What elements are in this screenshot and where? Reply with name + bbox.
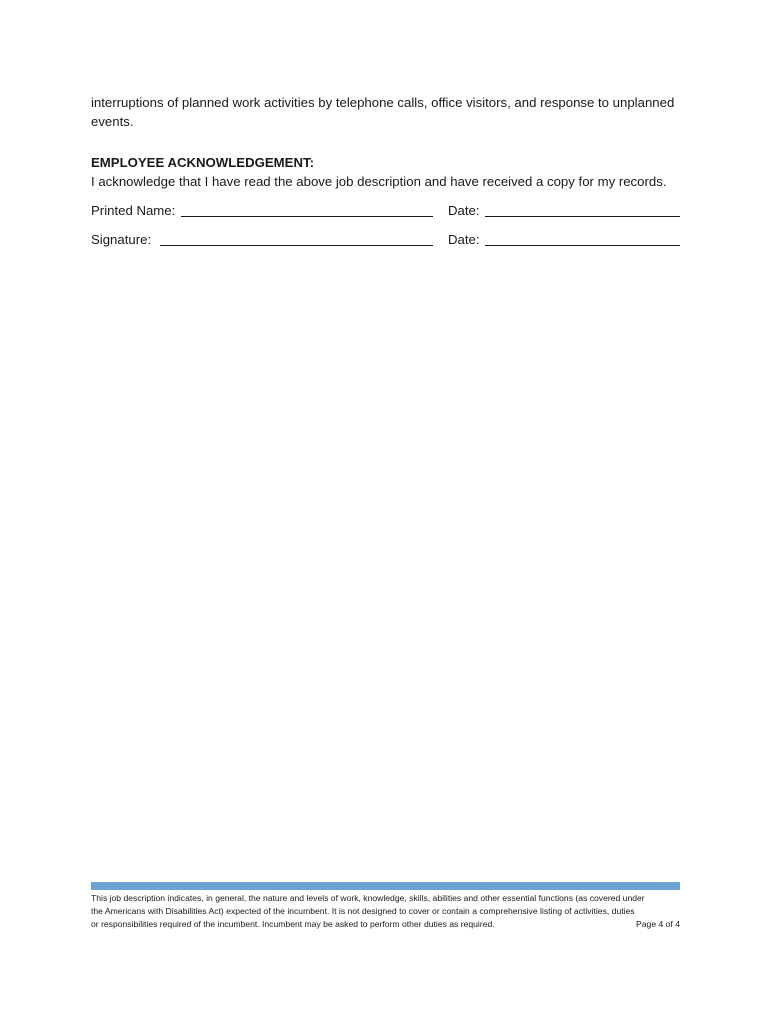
printed-name-label: Printed Name: [91,203,176,218]
date-field-2[interactable] [485,245,680,246]
footer-disclaimer [91,892,680,931]
footer-line-2: the Americans with Disabilities Act) expected of the incumbent. It is not designed to cover or contain a comprehensive listing of activities, duties [91,906,635,916]
footer-line-1: This job description indicates, in general, the nature and levels of work, knowledge, skills, abilities and other essential functions (as covered under [91,893,645,903]
printed-name-row [91,201,681,221]
body-paragraph: interruptions of planned work activities by telephone calls, office visitors, and response to unplanned events. [91,95,675,129]
signature-label: Signature: [91,232,152,247]
page-number: Page 4 of 4 [636,919,680,929]
date-field-1[interactable] [485,216,680,217]
signature-row [91,230,681,250]
date-label-2: Date: [448,232,480,247]
page-footer [91,882,680,931]
footer-line-3: or responsibilities required of the incumbent. Incumbent may be asked to perform other duties as required. [91,919,495,929]
date-label-1: Date: [448,203,480,218]
footer-divider-bar [91,882,680,890]
page-content [91,93,681,250]
acknowledgement-text: I acknowledge that I have read the above job description and have received a copy for my records. [91,174,667,189]
acknowledgement-heading: EMPLOYEE ACKNOWLEDGEMENT: [91,155,314,170]
printed-name-field[interactable] [181,216,433,217]
signature-field[interactable] [160,245,433,246]
